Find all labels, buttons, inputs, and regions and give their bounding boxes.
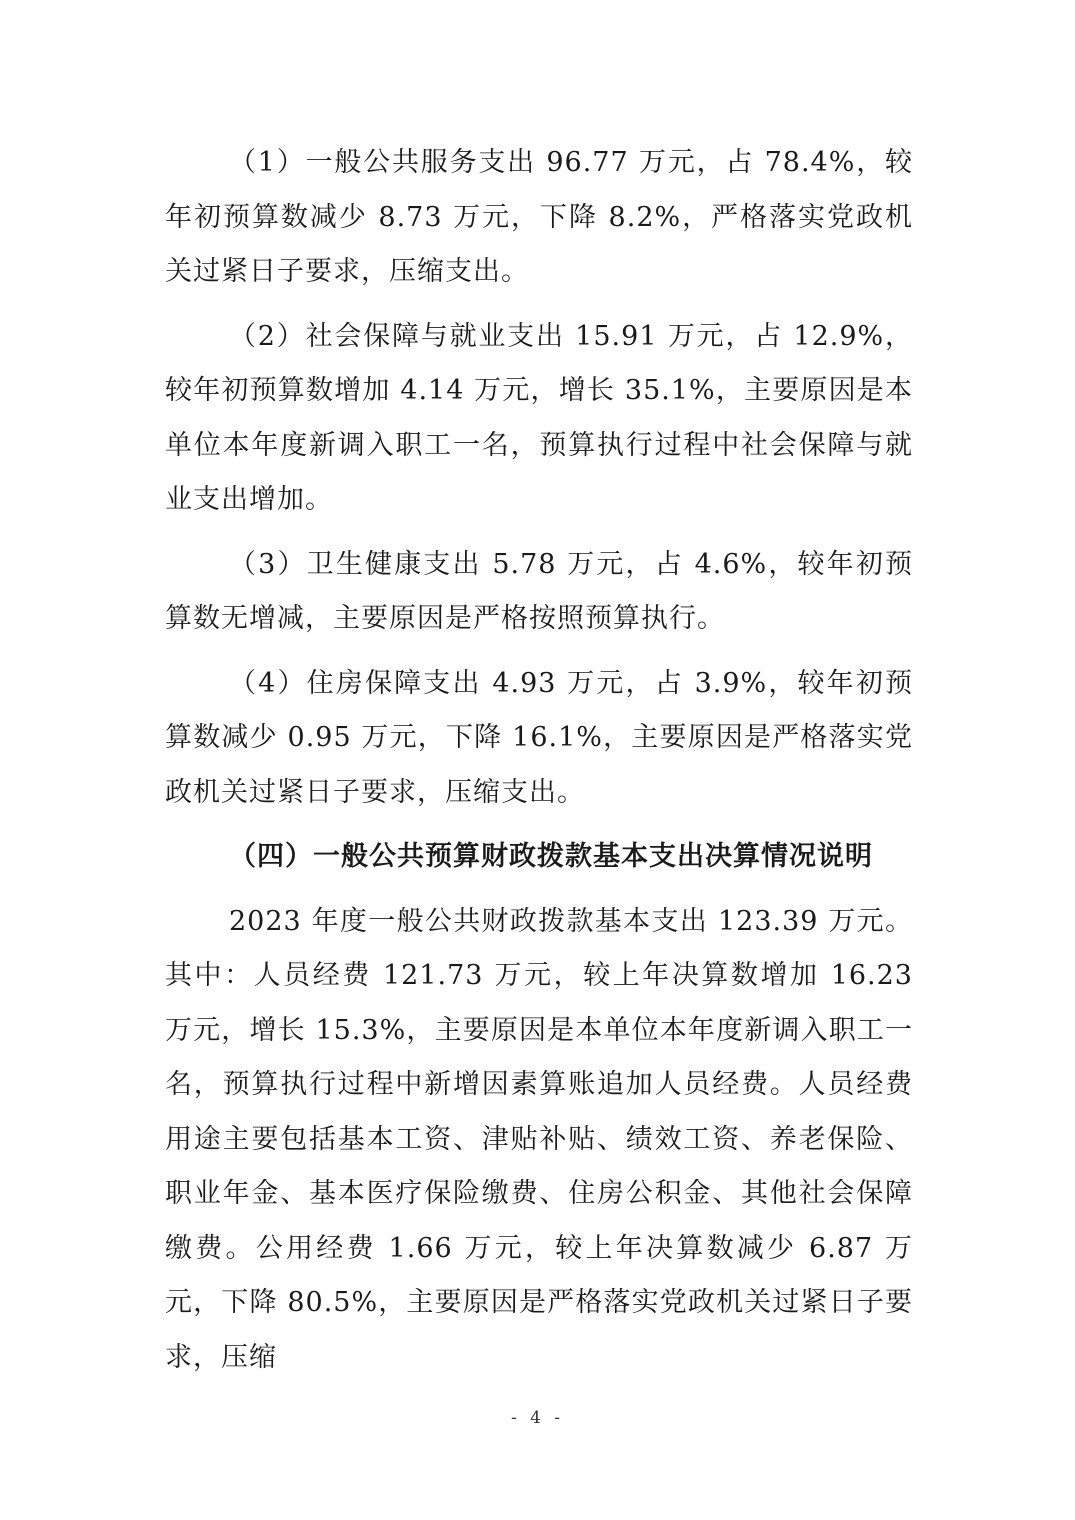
page-number: - 4 -	[510, 1408, 565, 1428]
section-heading: （四）一般公共预算财政拨款基本支出决算情况说明	[229, 841, 873, 872]
paragraph-housing: （4）住房保障支出 4.93 万元，占 3.9%，较年初预算数减少 0.95 万元，下降 16.1%，主要原因是严格落实党政机关过紧日子要求，压缩支出。	[165, 667, 913, 808]
paragraph-general-public-services: （1）一般公共服务支出 96.77 万元，占 78.4%，较年初预算数减少 8.73 万元，下降 8.2%，严格落实党政机关过紧日子要求，压缩支出。	[165, 147, 913, 287]
document-body	[165, 136, 913, 1395]
paragraph-health: （3）卫生健康支出 5.78 万元，占 4.6%，较年初预算数无增减，主要原因是严格按照预算执行。	[165, 548, 913, 634]
paragraph-basic-expenditure: 2023 年度一般公共财政拨款基本支出 123.39 万元。其中：人员经费 121.73 万元，较上年决算数增加 16.23 万元，增长 15.3%，主要原因是本单位本年度新调入职工一名，预算执行过程中新增因素算账追加人员经费。人员经费用途主要包括基本工资、津贴补贴、绩效工资、养老保险、职业年金、基本医疗保险缴费、住房公积金、其他社会保障缴费。公用经费 1.66 万元，较上年决算数减少 6.87 万元，下降 80.5%，主要原因是严格落实党政机关过紧日子要求，压缩	[165, 905, 913, 1373]
paragraph-social-security: （2）社会保障与就业支出 15.91 万元，占 12.9%，较年初预算数增加 4.14 万元，增长 35.1%，主要原因是本单位本年度新调入职工一名，预算执行过程中社会保障与就业支出增加。	[165, 320, 913, 515]
